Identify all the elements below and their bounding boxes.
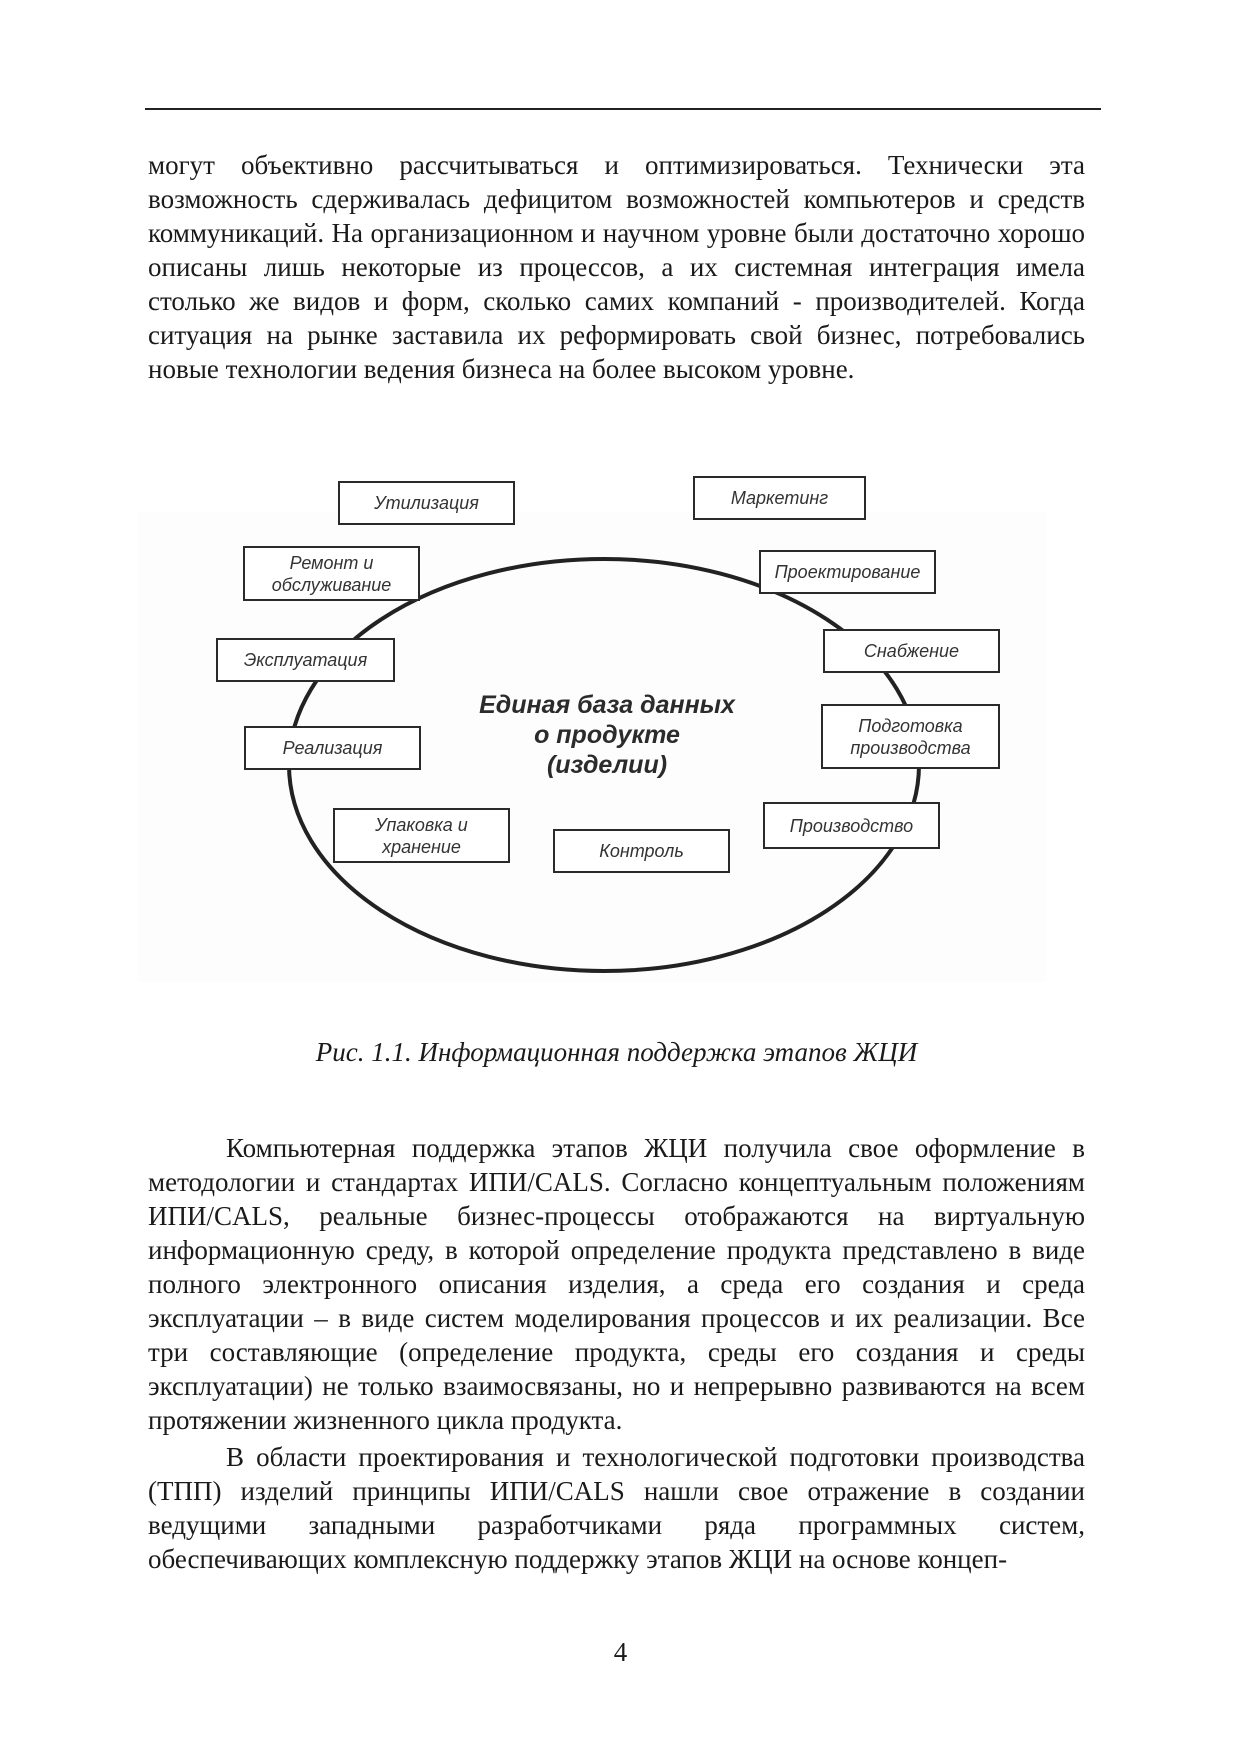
stage-packing-storage: Упаковка и хранение <box>333 808 510 863</box>
top-rule <box>145 108 1101 110</box>
stage-operation: Эксплуатация <box>216 638 395 682</box>
stage-disposal: Утилизация <box>338 481 515 525</box>
stage-marketing: Маркетинг <box>693 476 866 520</box>
stage-production-prep: Подготовка производства <box>821 704 1000 769</box>
paragraph-1: могут объективно рассчитываться и оптимизироваться. Технически эта возможность сдерживалась дефицитом возможностей компьютеров и средств коммуникаций. На организационном и научном уровне были достаточно хорошо описаны лишь некоторые из процессов, а их системная интеграция имела столько же видов и форм, сколько самих компаний - производителей. Когда ситуация на рынке заставила их реформировать свой бизнес, потребовались новые технологии ведения бизнеса на более высоком уровне. <box>148 150 1085 384</box>
stage-production: Производство <box>763 802 940 849</box>
paragraph-3: В области проектирования и технологической подготовки производства (ТПП) изделий принципы ИПИ/CALS нашли свое отражение в создании ведущими западными разработчиками ряда программных систем, обеспечивающих комплексную поддержку этапов ЖЦИ на основе концеп- <box>148 1442 1085 1574</box>
stage-sales: Реализация <box>244 726 421 770</box>
stage-supply: Снабжение <box>823 629 1000 673</box>
lifecycle-diagram <box>137 488 1047 982</box>
figure-caption: Рис. 1.1. Информационная поддержка этапов ЖЦИ <box>315 1037 918 1067</box>
stage-repair-service: Ремонт и обслуживание <box>243 546 420 601</box>
stage-control: Контроль <box>553 829 730 873</box>
page-number: 4 <box>613 1637 628 1667</box>
paragraph-2: Компьютерная поддержка этапов ЖЦИ получила свое оформление в методологии и стандартах ИПИ/CALS. Согласно концептуальным положениям ИПИ/CALS, реальные бизнес-процессы отображаются на виртуальную информационную среду, в которой определение продукта представлено в виде полного электронного описания изделия, а среда его создания и среда эксплуатации – в виде систем моделирования процессов и их реализации. Все три составляющие (определение продукта, среды его создания и среды эксплуатации) не только взаимосвязаны, но и непрерывно развиваются на всем протяжении жизненного цикла продукта. <box>148 1133 1085 1435</box>
stage-design: Проектирование <box>759 550 936 594</box>
center-title: Единая база данных о продукте (изделии) <box>479 691 735 779</box>
